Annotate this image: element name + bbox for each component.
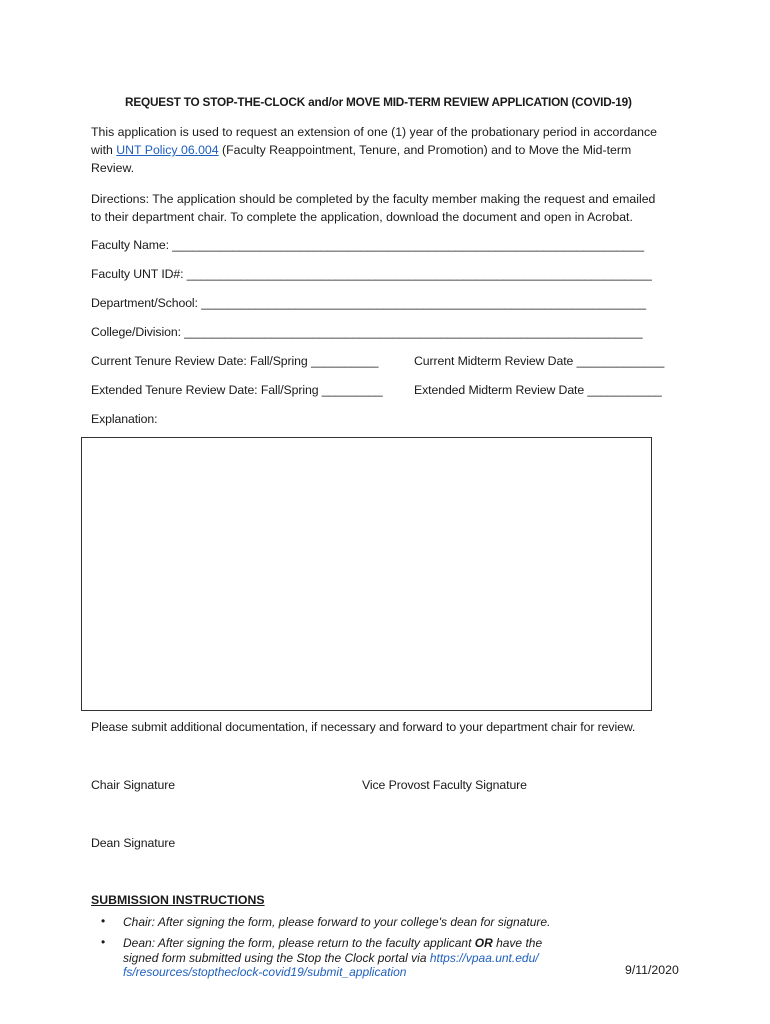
current-midterm-date-field[interactable]: Current Midterm Review Date _____________ bbox=[414, 354, 665, 368]
chair-signature-label: Chair Signature bbox=[91, 778, 175, 792]
intro-with-text: with bbox=[91, 143, 117, 157]
vice-provost-signature-label: Vice Provost Faculty Signature bbox=[362, 778, 527, 792]
submission-item-dean bbox=[123, 936, 542, 980]
dean-signature-label: Dean Signature bbox=[91, 836, 176, 850]
extended-midterm-date-field[interactable]: Extended Midterm Review Date ___________ bbox=[414, 383, 662, 397]
college-field[interactable]: College/Division: ____________________________________________________________________ bbox=[91, 325, 643, 339]
submission-heading: SUBMISSION INSTRUCTIONS bbox=[91, 893, 265, 907]
dean-text-c: signed form submitted using the Stop the Clock portal via bbox=[123, 950, 430, 965]
intro-line-1: This application is used to request an extension of one (1) year of the probationary period in accordance bbox=[91, 125, 657, 139]
faculty-id-field[interactable]: Faculty UNT ID#: _____________________________________________________________________ bbox=[91, 267, 652, 281]
or-emphasis: OR bbox=[474, 936, 493, 950]
intro-line-2 bbox=[91, 141, 691, 159]
submission-item-chair: Chair: After signing the form, please forward to your college's dean for signature. bbox=[123, 915, 551, 929]
dean-text-b: have the bbox=[492, 936, 543, 950]
directions-line-2: to their department chair. To complete the application, download the document and open in Acrobat. bbox=[91, 210, 633, 224]
intro-line-3: Review. bbox=[91, 161, 135, 175]
intro-after-link: (Faculty Reappointment, Tenure, and Promotion) and to Move the Mid-term bbox=[218, 143, 632, 157]
extended-tenure-date-field[interactable]: Extended Tenure Review Date: Fall/Spring _________ bbox=[91, 383, 383, 397]
dean-line-3 bbox=[123, 965, 542, 980]
policy-link[interactable]: UNT Policy 06.004 bbox=[116, 143, 219, 157]
explanation-label: Explanation: bbox=[91, 412, 158, 426]
portal-link-part-1[interactable]: https://vpaa.unt.edu/ bbox=[429, 950, 539, 965]
explanation-textbox[interactable] bbox=[81, 437, 652, 711]
current-tenure-date-field[interactable]: Current Tenure Review Date: Fall/Spring __________ bbox=[91, 354, 379, 368]
dean-line-2 bbox=[123, 951, 542, 966]
directions-paragraph bbox=[91, 190, 691, 226]
bullet-2: • bbox=[101, 935, 106, 949]
portal-link-part-2[interactable]: fs/resources/stoptheclock-covid19/submit_application bbox=[123, 965, 407, 979]
directions-line-1: Directions: The application should be completed by the faculty member making the request and emailed bbox=[91, 192, 656, 206]
dean-text-a: Dean: After signing the form, please return to the faculty applicant bbox=[123, 936, 475, 950]
department-field[interactable]: Department/School: __________________________________________________________________ bbox=[91, 296, 646, 310]
dean-line-1 bbox=[123, 936, 542, 951]
faculty-name-field[interactable]: Faculty Name: ______________________________________________________________________ bbox=[91, 238, 645, 252]
bullet-1: • bbox=[101, 914, 106, 928]
page-title: REQUEST TO STOP-THE-CLOCK and/or MOVE MID-TERM REVIEW APPLICATION (COVID-19) bbox=[125, 95, 632, 109]
document-date: 9/11/2020 bbox=[625, 963, 679, 977]
submit-note: Please submit additional documentation, if necessary and forward to your department chair for review. bbox=[91, 720, 636, 734]
intro-paragraph bbox=[91, 123, 691, 177]
